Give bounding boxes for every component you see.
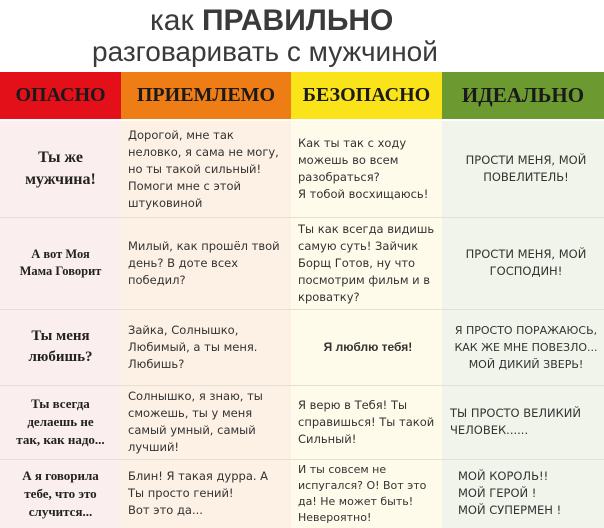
cell-text: Я люблю тебя! <box>323 339 413 354</box>
title-line-1 <box>150 4 393 38</box>
row-5-acceptable <box>121 459 291 528</box>
row-1-safe <box>291 121 442 217</box>
row-2-ideal <box>442 217 604 309</box>
cell-text: Зайка, Солнышко, Любимый, а ты меня. Любишь? <box>128 322 258 371</box>
row-3-safe <box>291 309 442 385</box>
header-acceptable: ПРИЕМЛЕМО <box>121 72 291 119</box>
row-4-ideal <box>442 385 604 459</box>
cell-text: Ты как всегда видишь самую суть! Зайчик Борщ Готов, ну что посмотрим фильм и в кроватку? <box>298 221 435 304</box>
cell-text: А вот Моя Мама Говорит <box>19 247 102 278</box>
header-ideal: ИДЕАЛЬНО <box>442 72 604 119</box>
row-3-acceptable <box>121 309 291 385</box>
cell-text: Ты меня любишь? <box>28 328 93 365</box>
comparison-table <box>0 121 604 528</box>
header-danger: ОПАСНО <box>0 72 121 119</box>
header-safe: БЕЗОПАСНО <box>291 72 442 119</box>
infographic-title <box>0 0 604 70</box>
cell-text: Милый, как прошёл твой день? В доте всех победил? <box>128 238 280 287</box>
cell-text: И ты совсем не испугался? О! Вот это да! Не может быть! Невероятно! <box>298 462 427 524</box>
row-1-acceptable <box>121 121 291 217</box>
row-1-ideal <box>442 121 604 217</box>
cell-text: Блин! Я такая дурра. А Ты просто гений! Вот это да... <box>128 469 269 517</box>
title-prefix: как <box>150 4 202 37</box>
row-3-ideal <box>442 309 604 385</box>
cell-text: ТЫ ПРОСТО ВЕЛИКИЙ ЧЕЛОВЕК...... <box>450 406 581 437</box>
cell-text: Я ПРОСТО ПОРАЖАЮСЬ, КАК ЖЕ МНЕ ПОВЕЗЛО... МОЙ ДИКИЙ ЗВЕРЬ! <box>454 323 598 371</box>
row-4-safe <box>291 385 442 459</box>
cell-text: ПРОСТИ МЕНЯ, МОЙ ГОСПОДИН! <box>465 247 587 278</box>
row-5-safe <box>291 459 442 528</box>
row-2-acceptable <box>121 217 291 309</box>
cell-text: ПРОСТИ МЕНЯ, МОЙ ПОВЕЛИТЕЛЬ! <box>465 153 587 184</box>
row-5-ideal <box>442 459 604 528</box>
row-1-danger <box>0 121 121 217</box>
cell-text: Солнышко, я знаю, ты сможешь, ты у меня самый умный, самый лучший! <box>128 389 263 454</box>
cell-text: Как ты так с ходу можешь во всем разобраться? Я тобой восхищаюсь! <box>298 136 429 201</box>
row-3-danger <box>0 309 121 385</box>
row-4-danger <box>0 385 121 459</box>
cell-text: А я говорила тебе, что это случится... <box>22 467 99 519</box>
cell-text: Ты же мужчина! <box>25 149 96 188</box>
row-5-danger <box>0 459 121 528</box>
cell-text: МОЙ КОРОЛЬ!! МОЙ ГЕРОЙ ! МОЙ СУПЕРМЕН ! <box>458 469 562 517</box>
row-4-acceptable <box>121 385 291 459</box>
row-2-danger <box>0 217 121 309</box>
row-2-safe <box>291 217 442 309</box>
title-line-2: разговаривать с мужчиной <box>92 36 438 67</box>
cell-text: Я верю в Тебя! Ты справишься! Ты такой Сильный! <box>298 397 435 446</box>
title-emphasis: ПРАВИЛЬНО <box>201 4 394 37</box>
cell-text: Ты всегда делаешь не так, как надо... <box>16 396 105 447</box>
cell-text: Дорогой, мне так неловко, я сама не могу, но ты такой сильный! Помоги мне с этой штуковиной <box>128 127 279 210</box>
